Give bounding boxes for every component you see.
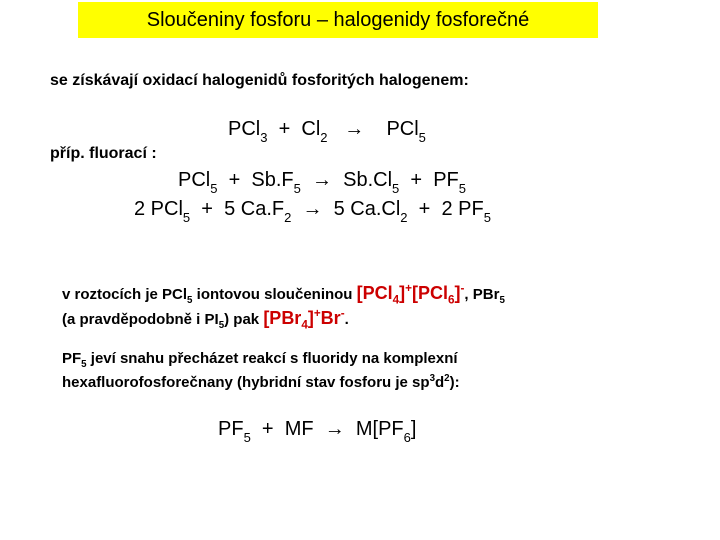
slide-title: Sloučeniny fosforu – halogenidy fosforečné: [146, 9, 530, 31]
equation-caf2: 2 PCl$_5$ + 5 $Ca.F_2 \to 5$ $Ca.Cl_2 + 2$ $PF_5$: [134, 198, 491, 225]
ionic-line-2: (a pravděpodobně i $PI_5$) pak [PBr$_4$]+Br-.: [62, 307, 349, 332]
pf5-line-2: hexafluorofosforečnany (hybridní stav fosforu je $sp^3d^2$):: [62, 373, 460, 391]
ionic-formula-pcl: [PCl$_4$]+[PCl$_6$]-: [356, 282, 465, 307]
fluoration-label: příp. fluorací :: [50, 145, 157, 162]
title-box: [78, 2, 598, 38]
equation-pf6: $PF_5$ + MF → $M[PF_6]$: [218, 418, 417, 445]
ionic-formula-pbr: [PBr$_4$]+Br-: [263, 307, 345, 332]
pf5-line-1: $PF_5$ jeví snahu přecházet reakcí s fluoridy na komplexní: [62, 350, 458, 370]
intro-text: se získávají oxidací halogenidů fosforitých halogenem:: [50, 72, 469, 89]
equation-sbf5: $PCl_5 + Sb.F_5 \to Sb.Cl_5 + PF_5$: [178, 169, 467, 196]
equation-pcl3: $PCl_3 + Cl_2$ → PCl$_5$: [228, 118, 426, 145]
ionic-line-1: v roztocích je PCl$_5$ iontovou sloučeninou [PCl$_4$]+[PCl$_6$]-, PBr$_5$: [62, 282, 505, 307]
